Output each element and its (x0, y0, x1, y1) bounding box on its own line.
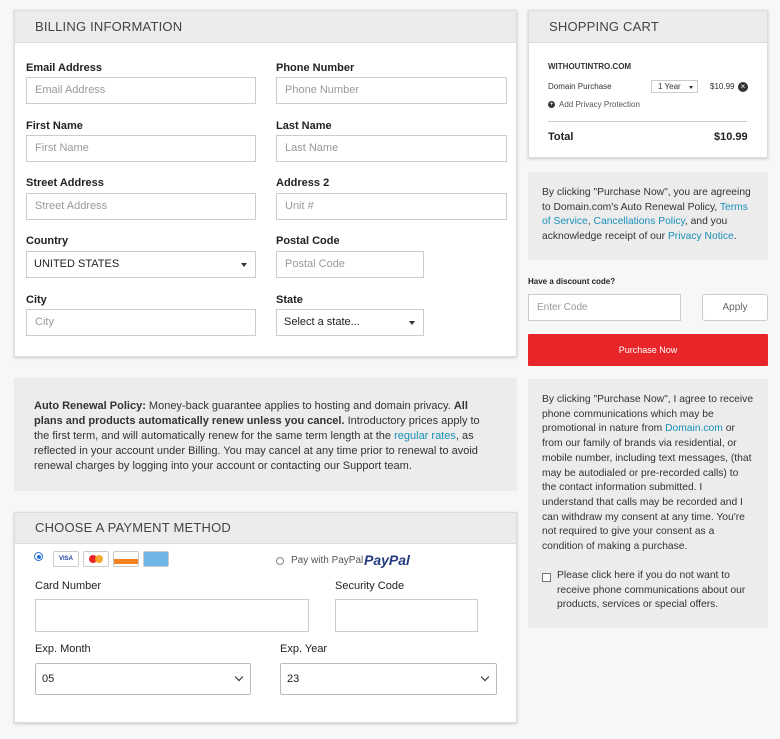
exp-year-select[interactable] (280, 663, 497, 695)
total-label: Total (548, 131, 574, 143)
chevron-down-icon (235, 673, 243, 681)
cart-divider (548, 121, 747, 122)
consent-text2: or from our family of brands via residential, or mobile number, including text messages, (that may be autodialed or pre-recorded calls) to the contact information submitted. I understand that calls may be recorded and I can withdraw my consent at any time. You're not required to give your consent as a condition of making a purchase. (542, 423, 752, 553)
discount-input[interactable]: Enter Code (528, 294, 681, 321)
term-value: 1 Year (658, 82, 681, 91)
country-label: Country (26, 235, 69, 247)
agree-text2: , and you acknowledge receipt of our (542, 216, 728, 243)
card-radio[interactable] (34, 552, 43, 561)
state-label: State (276, 294, 303, 306)
address2-field[interactable]: Unit # (276, 193, 507, 220)
terms-link[interactable]: Terms of Service (542, 201, 748, 228)
agree-sep: , (587, 216, 594, 228)
country-select[interactable] (26, 251, 256, 278)
purchase-now-button[interactable]: Purchase Now (528, 334, 768, 366)
remove-item-icon[interactable]: × (738, 82, 748, 92)
term-select[interactable] (651, 80, 698, 93)
add-privacy-link[interactable]: Add Privacy Protection (559, 100, 640, 109)
optout-label: Please click here if you do not want to receive phone communications about our products, services or special offers. (557, 570, 746, 611)
exp-year-value: 23 (287, 673, 300, 685)
agree-end: . (733, 231, 737, 243)
country-value: UNITED STATES (34, 258, 120, 270)
apply-button[interactable]: Apply (702, 294, 768, 321)
cart-item-price: $10.99 (710, 82, 735, 91)
renewal-text3: , as reflected in your account under Billing. You may cancel at any time prior to renewal to avoid renewal charges by logging into your account or contacting our Support team. (34, 430, 478, 472)
discover-icon (113, 551, 139, 567)
chevron-down-icon (409, 321, 415, 325)
agreement-box (528, 172, 768, 260)
postal-field[interactable]: Postal Code (276, 251, 424, 278)
payment-title: CHOOSE A PAYMENT METHOD (15, 513, 516, 544)
city-field[interactable]: City (26, 309, 256, 336)
state-select[interactable] (276, 309, 424, 336)
state-value: Select a state... (284, 316, 360, 328)
phone-field[interactable]: Phone Number (276, 77, 507, 104)
last-name-label: Last Name (276, 120, 332, 132)
exp-year-label: Exp. Year (280, 643, 328, 655)
card-number-field[interactable] (35, 599, 309, 632)
amex-icon (143, 551, 169, 567)
security-code-field[interactable] (335, 599, 478, 632)
first-name-label: First Name (26, 120, 83, 132)
cancellations-link[interactable]: Cancellations Policy (593, 216, 685, 228)
exp-month-label: Exp. Month (35, 643, 91, 655)
city-label: City (26, 294, 47, 306)
street-label: Street Address (26, 177, 104, 189)
regular-rates-link[interactable]: regular rates (394, 430, 456, 442)
exp-month-select[interactable] (35, 663, 251, 695)
security-code-label: Security Code (335, 580, 405, 592)
chevron-down-icon (689, 86, 693, 89)
renewal-text1: Money-back guarantee applies to hosting and domain privacy. (145, 400, 454, 412)
renewal-bold: All plans and products automatically renew unless you cancel. (34, 400, 468, 427)
visa-icon: VISA (53, 551, 79, 567)
domain-link[interactable]: Domain.com (665, 423, 723, 435)
last-name-field[interactable]: Last Name (276, 135, 507, 162)
chevron-down-icon (241, 263, 247, 267)
renewal-title: Auto Renewal Policy: (34, 400, 146, 412)
total-value: $10.99 (714, 131, 748, 143)
postal-label: Postal Code (276, 235, 340, 247)
mastercard-icon (83, 551, 109, 567)
agree-text1: By clicking "Purchase Now", you are agreeing to Domain.com's Auto Renewal Policy, (542, 187, 751, 213)
first-name-field[interactable]: First Name (26, 135, 256, 162)
street-field[interactable]: Street Address (26, 193, 256, 220)
cart-item-name: Domain Purchase (548, 82, 612, 91)
discount-label: Have a discount code? (528, 277, 616, 286)
email-label: Email Address (26, 62, 103, 74)
privacy-notice-link[interactable]: Privacy Notice (667, 231, 734, 243)
paypal-radio[interactable] (276, 557, 284, 565)
cart-title: SHOPPING CART (529, 11, 767, 43)
paypal-logo: PayPal (364, 552, 410, 568)
optout-checkbox[interactable] (542, 573, 551, 582)
chevron-down-icon (481, 673, 489, 681)
exp-month-value: 05 (42, 673, 55, 685)
paypal-label: Pay with PayPal (291, 555, 364, 566)
billing-title: BILLING INFORMATION (15, 11, 516, 43)
add-privacy-icon[interactable]: + (549, 101, 554, 108)
cart-domain: WITHOUTINTRO.COM (548, 62, 632, 71)
auto-renewal-box (14, 378, 517, 491)
address2-label: Address 2 (276, 177, 330, 189)
consent-text1: By clicking "Purchase Now", I agree to receive phone communications which may be promotional in nature from (542, 394, 754, 435)
email-field[interactable]: Email Address (26, 77, 256, 104)
card-number-label: Card Number (35, 580, 102, 592)
renewal-text2: Introductory prices apply to the first term, and will automatically renew for the same term length at the (34, 415, 480, 442)
phone-label: Phone Number (276, 62, 355, 74)
